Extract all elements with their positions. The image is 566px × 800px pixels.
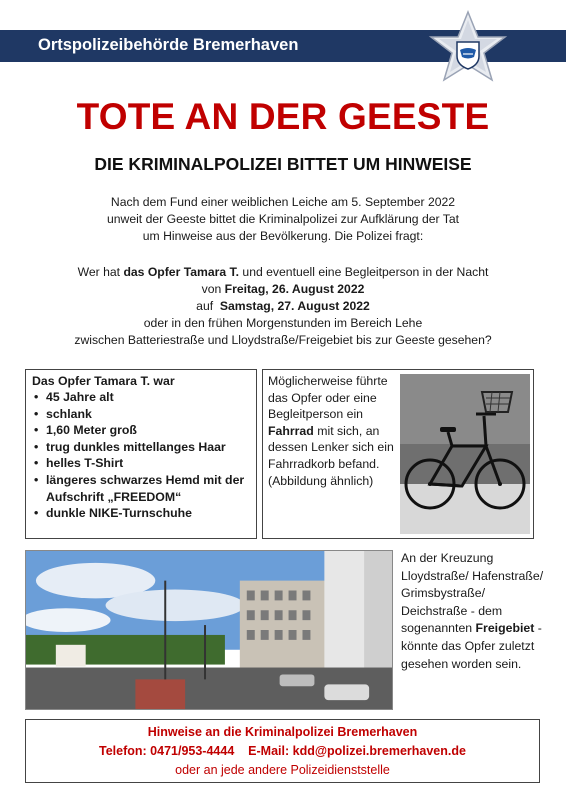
bicycle-text-part: Möglicherweise führte das Opfer oder eine Begleitperson ein bbox=[268, 374, 388, 422]
date-friday: Freitag, 26. August 2022 bbox=[224, 282, 365, 296]
freigebiet-keyword: Freigebiet bbox=[475, 621, 535, 636]
street-crossing-photo bbox=[25, 550, 393, 710]
police-star-badge-icon bbox=[428, 10, 508, 92]
question-line bbox=[0, 298, 566, 315]
contact-box bbox=[25, 719, 540, 783]
list-item: • 45 Jahre alt bbox=[32, 389, 250, 406]
victim-attributes-list bbox=[32, 389, 250, 522]
list-item: • 1,60 Meter groß bbox=[32, 422, 250, 439]
crossing-info-text bbox=[401, 550, 551, 673]
authority-title: Ortspolizeibehörde Bremerhaven bbox=[38, 36, 299, 54]
bicycle-keyword: Fahrrad bbox=[268, 423, 314, 438]
crossing-text-part: - könnte das Opfer zuletzt gesehen worden sein. bbox=[401, 621, 542, 671]
list-item: • längeres schwarzes Hemd mit der Aufschrift „FREEDOM“ bbox=[32, 472, 250, 505]
question-text: Wer hat bbox=[77, 265, 124, 279]
sub-headline: DIE KRIMINALPOLIZEI BITTET UM HINWEISE bbox=[94, 154, 472, 174]
bicycle-text-part: mit sich, an dessen Lenker sich ein Fahrradkorb befand. bbox=[268, 423, 394, 471]
contact-heading: Hinweise an die Kriminalpolizei Bremerhaven bbox=[147, 725, 418, 739]
list-item: • dunkle NIKE-Turnschuhe bbox=[32, 505, 250, 522]
date-saturday: Samstag, 27. August 2022 bbox=[219, 299, 370, 313]
question-text: auf bbox=[196, 299, 220, 313]
intro-line: Nach dem Fund einer weiblichen Leiche am 5. September 2022 bbox=[110, 195, 456, 209]
list-item: • schlank bbox=[32, 406, 250, 423]
victim-description-box bbox=[25, 369, 257, 539]
question-line bbox=[0, 281, 566, 298]
contact-alternative: oder an jede andere Polizeidienststelle bbox=[175, 763, 390, 777]
image-similar-note: (Abbildung ähnlich) bbox=[268, 473, 374, 488]
question-text: und eventuell eine Begleitperson in der Nacht bbox=[239, 265, 489, 279]
question-line: zwischen Batteriestraße und Lloydstraße/Freigebiet bis zur Geeste gesehen? bbox=[74, 333, 492, 347]
intro-line: um Hinweise aus der Bevölkerung. Die Polizei fragt: bbox=[142, 229, 424, 243]
victim-name: das Opfer Tamara T. bbox=[123, 265, 240, 279]
intro-line: unweit der Geeste bittet die Kriminalpolizei zur Aufklärung der Tat bbox=[106, 212, 460, 226]
question-line: oder in den frühen Morgenstunden im Bereich Lehe bbox=[143, 316, 423, 330]
main-headline: TOTE AN DER GEESTE bbox=[76, 96, 490, 137]
question-line bbox=[0, 264, 566, 281]
intro-text bbox=[0, 194, 566, 245]
victim-box-title: Das Opfer Tamara T. war bbox=[32, 374, 175, 388]
bicycle-info-box bbox=[262, 369, 534, 539]
bicycle-text bbox=[268, 373, 398, 489]
appeal-question bbox=[0, 264, 566, 349]
question-text: von bbox=[201, 282, 225, 296]
bicycle-photo bbox=[400, 374, 530, 534]
contact-phone-email: Telefon: 0471/953-4444 E-Mail: kdd@polizei.bremerhaven.de bbox=[99, 744, 466, 758]
crossing-text-part: An der Kreuzung Lloydstraße/ Hafenstraße/ Grimsbystraße/ Deichstraße - dem sogenannten bbox=[401, 551, 544, 636]
list-item: • helles T-Shirt bbox=[32, 455, 250, 472]
list-item: • trug dunkles mittellanges Haar bbox=[32, 439, 250, 456]
